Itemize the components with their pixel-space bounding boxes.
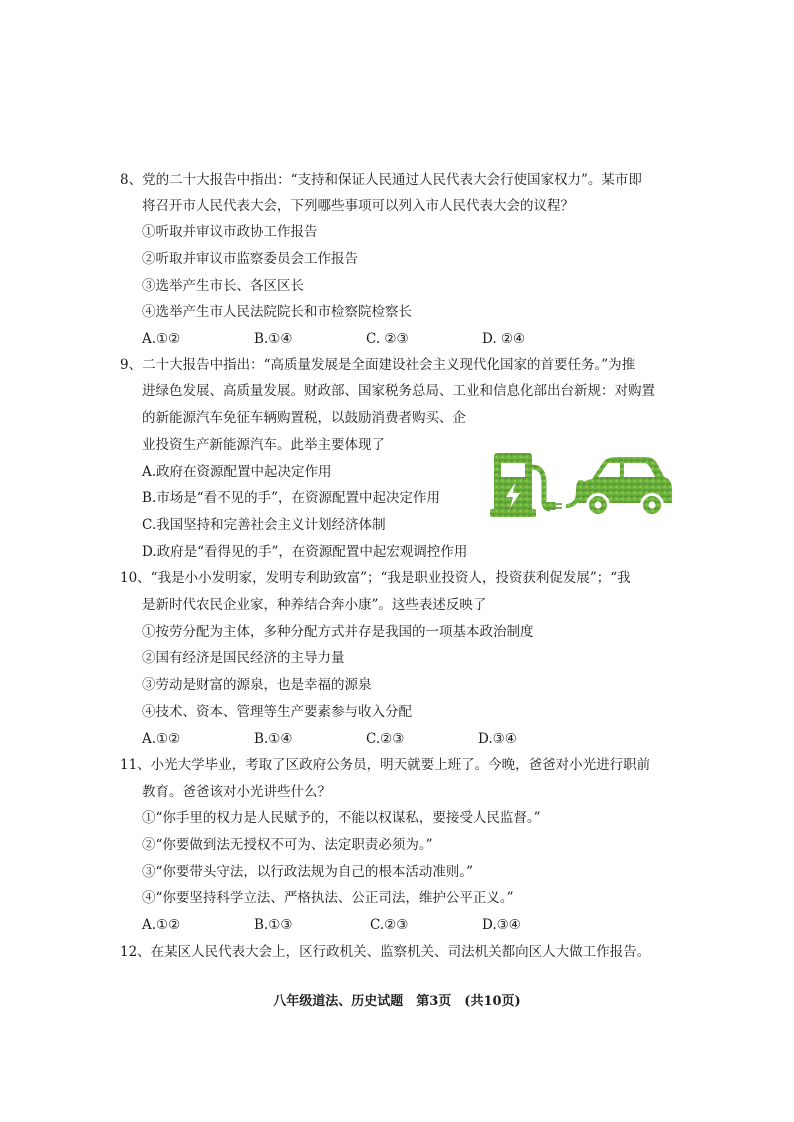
q8-item-4: ④选举产生市人民法院院长和市检察院检察长 bbox=[142, 304, 412, 320]
q8-item-3: ③选举产生市长、各区区长 bbox=[142, 278, 304, 294]
q10-item-1: ①按劳分配为主体，多种分配方式并存是我国的一项基本政治制度 bbox=[142, 624, 534, 640]
q9-option-c: C.我国坚持和完善社会主义计划经济体制 bbox=[142, 517, 386, 533]
q10-options bbox=[142, 729, 662, 749]
q8-stem-line2: 将召开市人民代表大会，下列哪些事项可以列入市人民代表大会的议程？ bbox=[142, 198, 574, 214]
q11-item-3: ③“你要带头守法，以行政法规为自己的根本活动准则。” bbox=[142, 864, 474, 880]
q9-stem-line3: 的新能源汽车免征车辆购置税，以鼓励消费者购买、企 bbox=[142, 410, 466, 426]
q11-option-b: B.①③ bbox=[254, 917, 293, 933]
q11-option-d: D.③④ bbox=[482, 917, 521, 933]
q10-option-d: D.③④ bbox=[478, 731, 517, 747]
q9-stem-line2: 进绿色发展、高质量发展。财政部、国家税务总局、工业和信息化部出台新规：对购置 bbox=[142, 383, 655, 399]
q8-option-a: A.①② bbox=[142, 331, 181, 347]
q11-stem-line1: 11、小光大学毕业，考取了区政府公务员，明天就要上班了。今晚，爸爸对小光进行职前 bbox=[120, 757, 651, 773]
q9-option-b: B.市场是“看不见的手”，在资源配置中起决定作用 bbox=[142, 490, 441, 506]
q10-stem-line2: 是新时代农民企业家，种养结合奔小康”。这些表述反映了 bbox=[142, 597, 487, 613]
q10-option-c: C.②③ bbox=[366, 731, 405, 747]
q9-option-d: D.政府是“看得见的手”，在资源配置中起宏观调控作用 bbox=[142, 544, 468, 560]
q8-stem-line1: 8、党的二十大报告中指出：“支持和保证人民通过人民代表大会行使国家权力”。某市即 bbox=[120, 172, 642, 188]
q11-option-c: C.②③ bbox=[370, 917, 409, 933]
q10-item-2: ②国有经济是国民经济的主导力量 bbox=[142, 650, 345, 666]
q10-option-a: A.①② bbox=[142, 731, 181, 747]
q11-item-1: ①“你手里的权力是人民赋予的，不能以权谋私，要接受人民监督。” bbox=[142, 810, 541, 826]
q12-stem-line1: 12、在某区人民代表大会上，区行政机关、监察机关、司法机关都向区人大做工作报告。 bbox=[120, 944, 651, 960]
q8-options bbox=[142, 329, 662, 349]
q8-option-c: C. ②③ bbox=[366, 331, 409, 347]
q9-stem-line1: 9、二十大报告中指出：“高质量发展是全面建设社会主义现代化国家的首要任务。”为推 bbox=[120, 357, 636, 373]
page-footer: 八年级道法、历史试题 第3页 (共10页) bbox=[273, 994, 521, 1009]
q8-option-b: B.①④ bbox=[254, 331, 293, 347]
ev-charging-green-car-icon bbox=[486, 405, 676, 523]
q8-option-d: D. ②④ bbox=[482, 331, 526, 347]
q11-item-2: ②“你要做到法无授权不可为、法定职责必须为。” bbox=[142, 837, 433, 853]
q10-option-b: B.①④ bbox=[254, 731, 293, 747]
q8-item-1: ①听取并审议市政协工作报告 bbox=[142, 224, 318, 240]
q10-stem-line1: 10、“我是小小发明家，发明专利助致富”；“我是职业投资人，投资获利促发展”；“我 bbox=[120, 570, 631, 586]
q11-item-4: ④“你要坚持科学立法、严格执法、公正司法，维护公平正义。” bbox=[142, 890, 514, 906]
q8-item-2: ②听取并审议市监察委员会工作报告 bbox=[142, 251, 358, 267]
q11-options bbox=[142, 915, 662, 935]
q11-stem-line2: 教育。爸爸该对小光讲些什么？ bbox=[142, 784, 331, 800]
q10-item-3: ③劳动是财富的源泉，也是幸福的源泉 bbox=[142, 677, 372, 693]
q9-stem-line4: 业投资生产新能源汽车。此举主要体现了 bbox=[142, 437, 385, 453]
q10-item-4: ④技术、资本、管理等生产要素参与收入分配 bbox=[142, 704, 412, 720]
q9-option-a: A.政府在资源配置中起决定作用 bbox=[142, 464, 332, 480]
q11-option-a: A.①② bbox=[142, 917, 181, 933]
